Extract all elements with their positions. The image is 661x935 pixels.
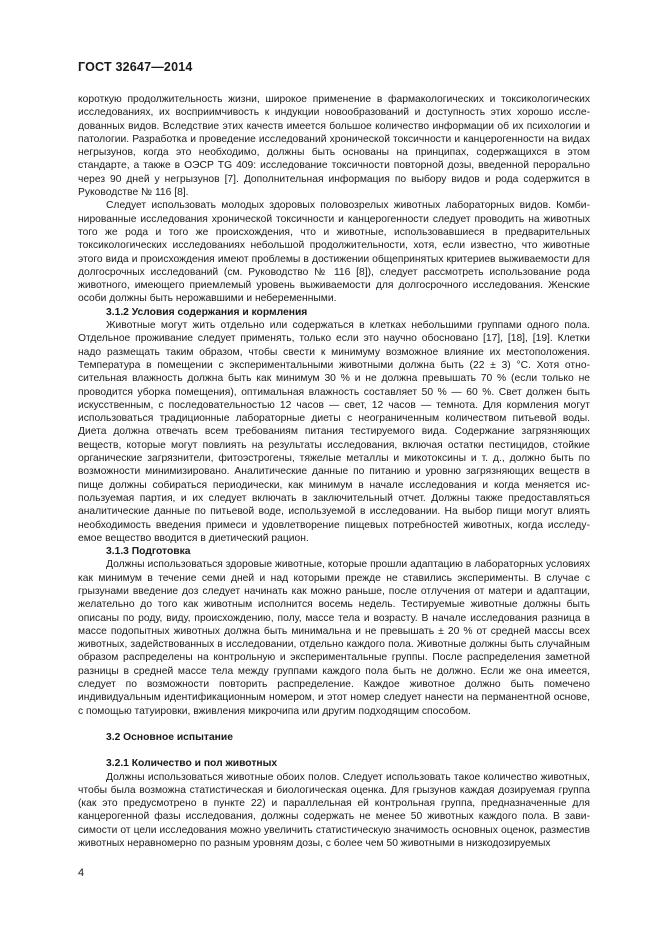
paragraph-preparation: Должны использоваться здоровые животные, которые прошли адаптацию в лабораторных условиях как минимум в течение семи дней и над которыми прежде не ставились эксперименты. В случае с грызунами введение доз следует начинать как можно раньше, после отлучения от матери и адаптации, желательно до того как животным исполнится восемь недель. Тестируемые животные должны быть описаны по роду, виду, происхождению, полу, массе тела и возрасту. В начале исследования разница в массе подопытных животных должна быть минимальна и не превышать ± 20 % от средней массы всех животных, задействованных в исследовании, отдельно каждого пола. Животные должны быть случайным образом распределены на контрольную и экспериментальные группы. После распределения заметной разницы в средней массе тела между группами каждого пола быть не должно. Если же она имеется, следует по возможности повторить распределение. Каждое животное должно быть помечено индивидуальным идентификационным номером, и этот номер следует нанести на перманентной основе, с помощью татуировки, вживления микрочипа или другим подходящим способом. <box>78 559 590 717</box>
section-heading-3-2: 3.2 Основное испытание <box>106 731 233 743</box>
paragraph-number-and-sex: Должны использоваться животные обоих полов. Следует использовать такое количество животных, чтобы была возможна статистическая и биологическая оценка. Для грызунов каждая дозируемая группа (как это предусмотрено в пункте 22) и параллельная ей контрольная группа, предназначенные для канцерогенной фазы исследования, должны содержать не менее 50 животных каждого пола. В зависимости от цели исследования можно увеличить статистическую значимость основных оценок, разместив животных неравномерно по разным уровням дозы, с более чем 50 животными в низкодозируемых <box>78 771 590 850</box>
section-heading-3-2-1: 3.2.1 Количество и пол животных <box>106 758 278 770</box>
page-number: 4 <box>78 867 85 879</box>
document-body <box>78 93 590 850</box>
standard-designation: ГОСТ 32647—2014 <box>78 60 193 74</box>
paragraph-species-info: короткую продолжительность жизни, широкое применение в фармакологических и токсикологических исследованиях, их восприимчивость к индукции новообразований и доступность этих хорошо исследованных видов. Вследствие этих качеств имеется большое количество информации об их психологии и патологии. Разработка и проведение исследований хронической токсичности и канцерогенности на видах негрызунов, когда это необходимо, должны быть основаны на принципах, содержащихся в этом стандарте, а также в ОЭСР TG 409: исследование токсичности повторной дозы, введенной перорально через 90 дней у негрызунов [7]. Дополнительная информация по выбору видов и рода содержится в Руководстве № 116 [8]. <box>78 94 590 199</box>
section-heading-3-1-3: 3.1.3 Подготовка <box>106 546 191 558</box>
paragraph-housing-feeding: Животные могут жить отдельно или содержаться в клетках небольшими группами одного пола. Отдельное проживание следует применять, только если это научно обосновано [17], [18], [19]. Клетки надо размещать таким образом, чтобы свести к минимуму возможное влияние их местоположения. Температура в помещении с экспериментальными животными должна быть (22 ± 3) °С. Хотя относительная влажность должна быть как минимум 30 % и не должна превышать 70 % (если только не проводится уборка помещения), оптимальная влажность составляет 50 % — 60 %. Свет должен быть искусственным, с последовательностью 12 часов — свет, 12 часов — темнота. Для кормления могут использоваться традиционные лабораторные диеты с неограниченным количеством питьевой воды. Диета должна отвечать всем требованиям питания тестируемого вида. Содержание загрязняющих веществ, которые могут повлиять на результаты исследования, включая остатки пестицидов, стойкие органические загрязнители, фитоэстрогены, тяжелые металлы и микотоксины и т. д., должно быть по возможности минимизировано. Аналитические данные по питанию и уровню загрязняющих веществ в пище должны собираться периодически, как минимум в начале исследования и когда меняется используемая партия, и их следует включать в заключительный отчет. Должны также предоставляться аналитические данные по питьевой воде, используемой в исследовании. На выбор пищи могут влиять необходимость введения примеси и удовлетворение пищевых потребностей животных, когда исследуемое вещество вводится в диетический рацион. <box>78 320 590 544</box>
section-heading-3-1-2: 3.1.2 Условия содержания и кормления <box>106 306 308 318</box>
paragraph-animal-selection: Следует использовать молодых здоровых половозрелых животных лабораторных видов. Комбинированные исследования хронической токсичности и канцерогенности следует проводить на животных того же рода и того же происхождения, что и животные, использовавшиеся в предварительных токсикологических исследованиях небольшой продолжительности, хотя, если известно, что животные этого вида и происхождения имеют проблемы в достижении общепринятых критериев выживаемости для долгосрочных исследований (см. Руководство № 116 [8]), следует рассмотреть использование рода животного, имеющего приемлемый уровень выживаемости для долгосрочного исследования. Женские особи должны быть нерожавшими и небеременными. <box>78 200 590 305</box>
